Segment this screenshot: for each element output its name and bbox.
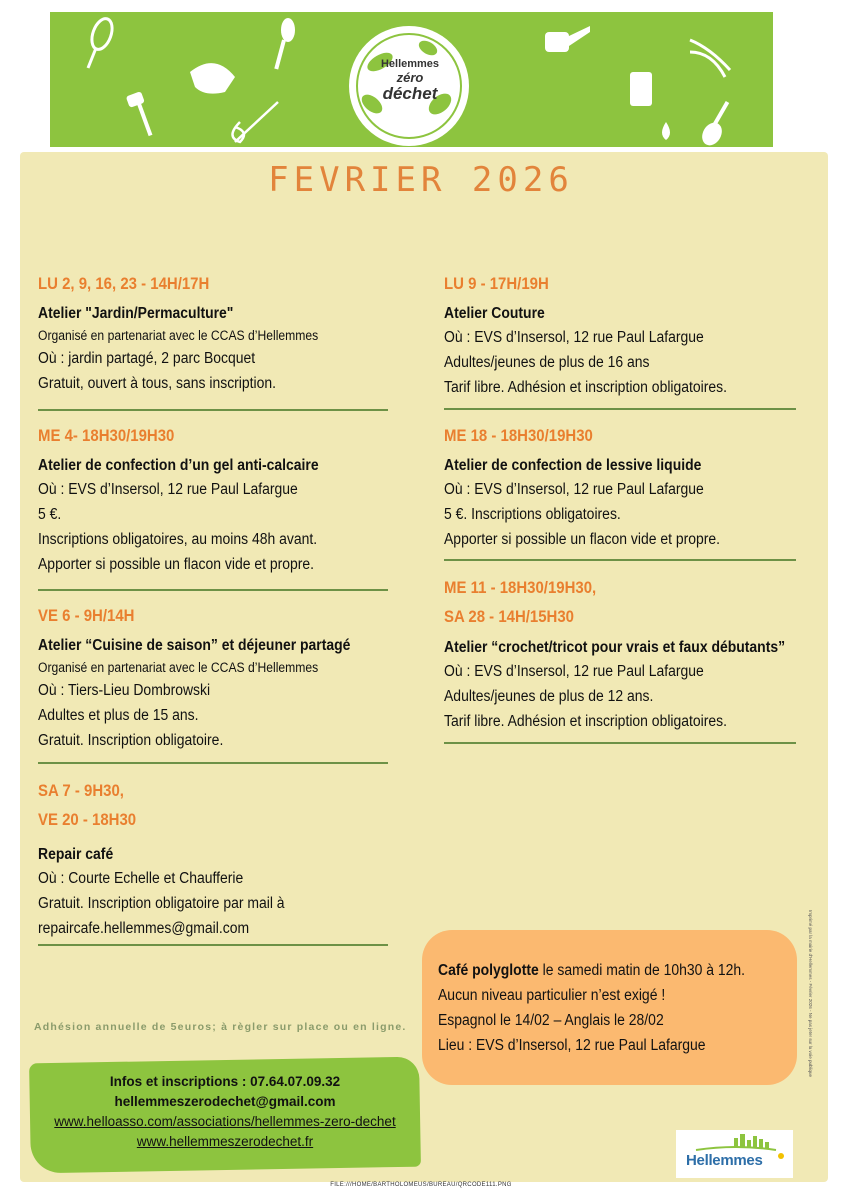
event-line: Où : EVS d’Insersol, 12 rue Paul Lafargue — [444, 329, 704, 346]
event-line: Gratuit, ouvert à tous, sans inscription. — [38, 375, 277, 392]
needle-icon — [233, 102, 279, 142]
cafe-name: Café polyglotte — [438, 962, 539, 979]
event-repair — [38, 776, 312, 941]
infos-email[interactable]: hellemmeszerodechet@gmail.com — [114, 1094, 336, 1109]
event-name: Atelier Couture — [444, 305, 545, 322]
logo-text-2: zéro — [396, 70, 424, 85]
event-time: ME 11 - 18H30/19H30, — [444, 578, 597, 597]
event-name: Atelier “crochet/tricot pour vrais et faux débutants” — [444, 639, 786, 656]
event-line: Où : EVS d’Insersol, 12 rue Paul Lafargue — [38, 481, 298, 498]
cafe-line: Espagnol le 14/02 – Anglais le 28/02 — [438, 1012, 664, 1029]
divider — [38, 944, 388, 946]
event-line: Adultes et plus de 15 ans. — [38, 707, 199, 724]
event-line: Tarif libre. Adhésion et inscription obligatoires. — [444, 713, 728, 730]
event-crochet — [444, 573, 823, 734]
drop-icon — [662, 122, 670, 140]
colander-icon — [190, 63, 235, 94]
event-gel — [38, 423, 350, 577]
cafe-line: Lieu : EVS d’Insersol, 12 rue Paul Lafargue — [438, 1037, 706, 1054]
spool-icon — [630, 72, 652, 106]
spoon-icon — [698, 101, 729, 147]
cafe-line — [438, 958, 745, 983]
header-banner — [50, 12, 773, 147]
file-path-footer: FILE:///HOME/BARTHOLOMEUS/BUREAU/QRCODE111.PNG — [330, 1182, 512, 1188]
fork-icon — [126, 91, 153, 136]
event-name: Atelier de confection d’un gel anti-calcaire — [38, 457, 319, 474]
event-line: Adultes/jeunes de plus de 12 ans. — [444, 688, 654, 705]
event-couture — [444, 271, 758, 400]
hellemmes-logo — [676, 1130, 793, 1178]
event-line: Où : EVS d’Insersol, 12 rue Paul Lafargue — [444, 481, 704, 498]
logo-text-3: déchet — [382, 84, 438, 103]
event-line: Inscriptions obligatoires, au moins 48h avant. — [38, 531, 318, 548]
infos-phone: Infos et inscriptions : 07.64.07.09.32 — [109, 1074, 341, 1089]
event-line: Adultes/jeunes de plus de 16 ans — [444, 354, 650, 371]
event-line: Gratuit. Inscription obligatoire. — [38, 732, 224, 749]
event-line: Où : Courte Echelle et Chaufferie — [38, 870, 244, 887]
event-time: LU 9 - 17H/19H — [444, 274, 549, 293]
event-line: Où : Tiers-Lieu Dombrowski — [38, 682, 211, 699]
event-time: VE 6 - 9H/14H — [38, 606, 135, 625]
logo-name: Hellemmes — [686, 1152, 763, 1169]
website-link[interactable]: www.hellemmeszerodechet.fr — [136, 1134, 314, 1149]
event-line: repaircafe.hellemmes@gmail.com — [38, 920, 250, 937]
event-line: Apporter si possible un flacon vide et propre. — [38, 556, 315, 573]
trowel-icon — [274, 18, 295, 69]
event-line: 5 €. — [38, 506, 62, 523]
event-cuisine — [38, 603, 385, 753]
event-partner: Organisé en partenariat avec le CCAS d’Hellemmes — [38, 328, 319, 343]
event-lessive — [444, 423, 751, 552]
cafe-line: Aucun niveau particulier n’est exigé ! — [438, 987, 666, 1004]
event-line: Apporter si possible un flacon vide et propre. — [444, 531, 721, 548]
cafe-polyglotte-text — [438, 958, 745, 1058]
watering-can-icon — [545, 26, 590, 52]
infos-text — [30, 1072, 420, 1152]
event-time: SA 28 - 14H/15H30 — [444, 607, 575, 626]
event-line: 5 €. Inscriptions obligatoires. — [444, 506, 621, 523]
event-line: Où : jardin partagé, 2 parc Bocquet — [38, 350, 256, 367]
event-jardin — [38, 271, 349, 396]
cafe-when: le samedi matin de 10h30 à 12h. — [538, 962, 746, 979]
event-time: SA 7 - 9H30, — [38, 781, 124, 800]
divider — [444, 559, 796, 561]
whisk-icon — [88, 16, 116, 68]
event-partner: Organisé en partenariat avec le CCAS d’Hellemmes — [38, 660, 319, 675]
divider — [444, 408, 796, 410]
divider — [38, 762, 388, 764]
helloasso-link[interactable]: www.helloasso.com/associations/hellemmes-zero-dechet — [54, 1114, 396, 1129]
divider — [444, 742, 796, 744]
event-time: LU 2, 9, 16, 23 - 14H/17H — [38, 274, 210, 293]
event-line: Tarif libre. Adhésion et inscription obligatoires. — [444, 379, 728, 396]
event-time: ME 18 - 18H30/19H30 — [444, 426, 593, 445]
adhesion-note: Adhésion annuelle de 5euros; à règler sur place ou en ligne. — [34, 1021, 407, 1033]
event-name: Atelier “Cuisine de saison” et déjeuner partagé — [38, 637, 351, 654]
event-name: Repair café — [38, 846, 114, 863]
logo-text-1: Hellemmes — [380, 58, 440, 70]
event-time: ME 4- 18H30/19H30 — [38, 426, 175, 445]
divider — [38, 589, 388, 591]
event-name: Atelier de confection de lessive liquide — [444, 457, 702, 474]
page-title: FEVRIER 2026 — [268, 160, 574, 200]
event-line: Où : EVS d’Insersol, 12 rue Paul Lafargue — [444, 663, 704, 680]
divider — [38, 409, 388, 411]
print-note: Imprimé par la mairie d’Hellemmes - Février 2026 - Ne pas jeter sur la voie publique — [808, 910, 813, 1078]
event-name: Atelier "Jardin/Permaculture" — [38, 305, 234, 322]
event-line: Gratuit. Inscription obligatoire par mail à — [38, 895, 285, 912]
pliers-icon — [690, 40, 730, 77]
event-time: VE 20 - 18H30 — [38, 810, 137, 829]
